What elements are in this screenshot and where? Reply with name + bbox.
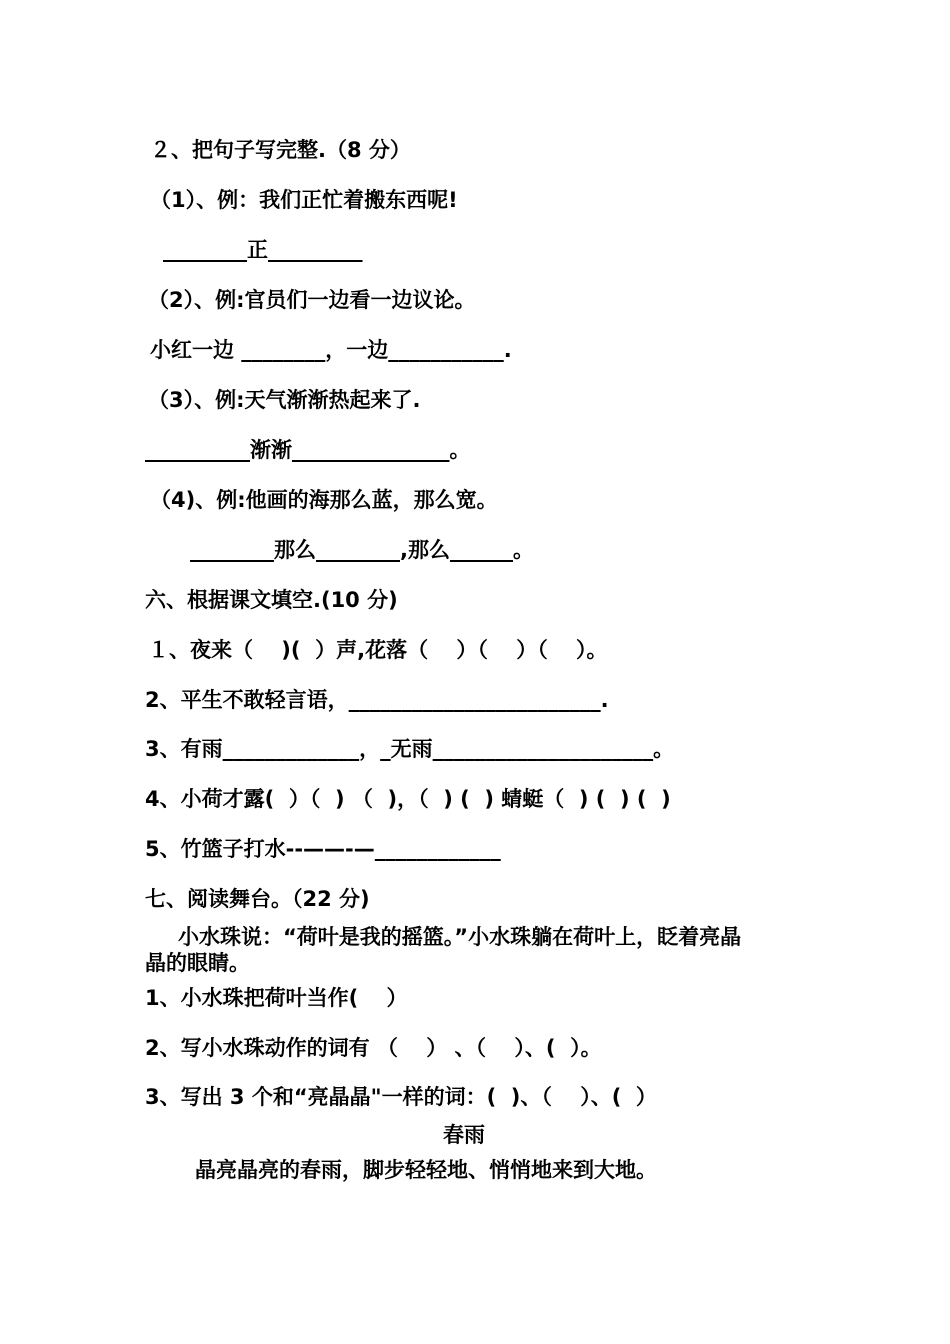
section-6-heading: 六、根据课文填空.(10 分) [145,588,398,612]
question-3-example: （3）、例:天气渐渐热起来了. [148,388,421,412]
poem-line-1: 晶亮晶亮的春雨，脚步轻轻地、悄悄地来到大地。 [195,1158,657,1182]
poem-title: 春雨 [443,1123,485,1147]
question-2-answer-line: 小红一边 ________，一边___________. [150,338,512,362]
question-4-example: （4)、例:他画的海那么蓝，那么宽。 [150,488,498,512]
reading-question-2: 2、写小水珠动作的词有 （ ） 、（ ）、( ）。 [145,1036,602,1060]
reading-passage-line-2: 晶的眼睛。 [145,951,250,975]
fill-item-5: 5、竹篮子打水--——-—____________ [145,837,501,861]
question-3-answer-line: __________渐渐_______________。 [145,438,471,462]
question-4-answer-line: ________那么________,那么______。 [190,538,534,562]
fill-item-1: １、夜来（ )( ）声,花落（ ）（ ）（ ）。 [148,638,608,662]
question-1-example: （1）、例：我们正忙着搬东西呢! [150,188,458,212]
reading-question-1: 1、小水珠把荷叶当作( ） [145,986,408,1010]
fill-item-4: 4、小荷才露( ）（ ) （ )，（ ) ( ) 蜻蜓（ ) ( ) ( ) [145,787,671,811]
question-2-example: （2）、例:官员们一边看一边议论。 [148,288,476,312]
fill-item-2: 2、平生不敢轻言语，________________________. [145,688,609,712]
reading-question-3: 3、写出 3 个和“亮晶晶"一样的词：( )、（ ）、( ） [145,1085,657,1109]
section-2-heading: ２、把句子写完整.（8 分） [150,138,411,162]
fill-item-3: 3、有雨_____________，_无雨_____________________。 [145,737,675,761]
question-1-answer-line: ________正_________ [163,238,363,262]
section-7-heading: 七、阅读舞台。（22 分) [145,887,370,911]
reading-passage-line-1: 小水珠说：“荷叶是我的摇篮。”小水珠躺在荷叶上，眨着亮晶 [178,925,742,949]
